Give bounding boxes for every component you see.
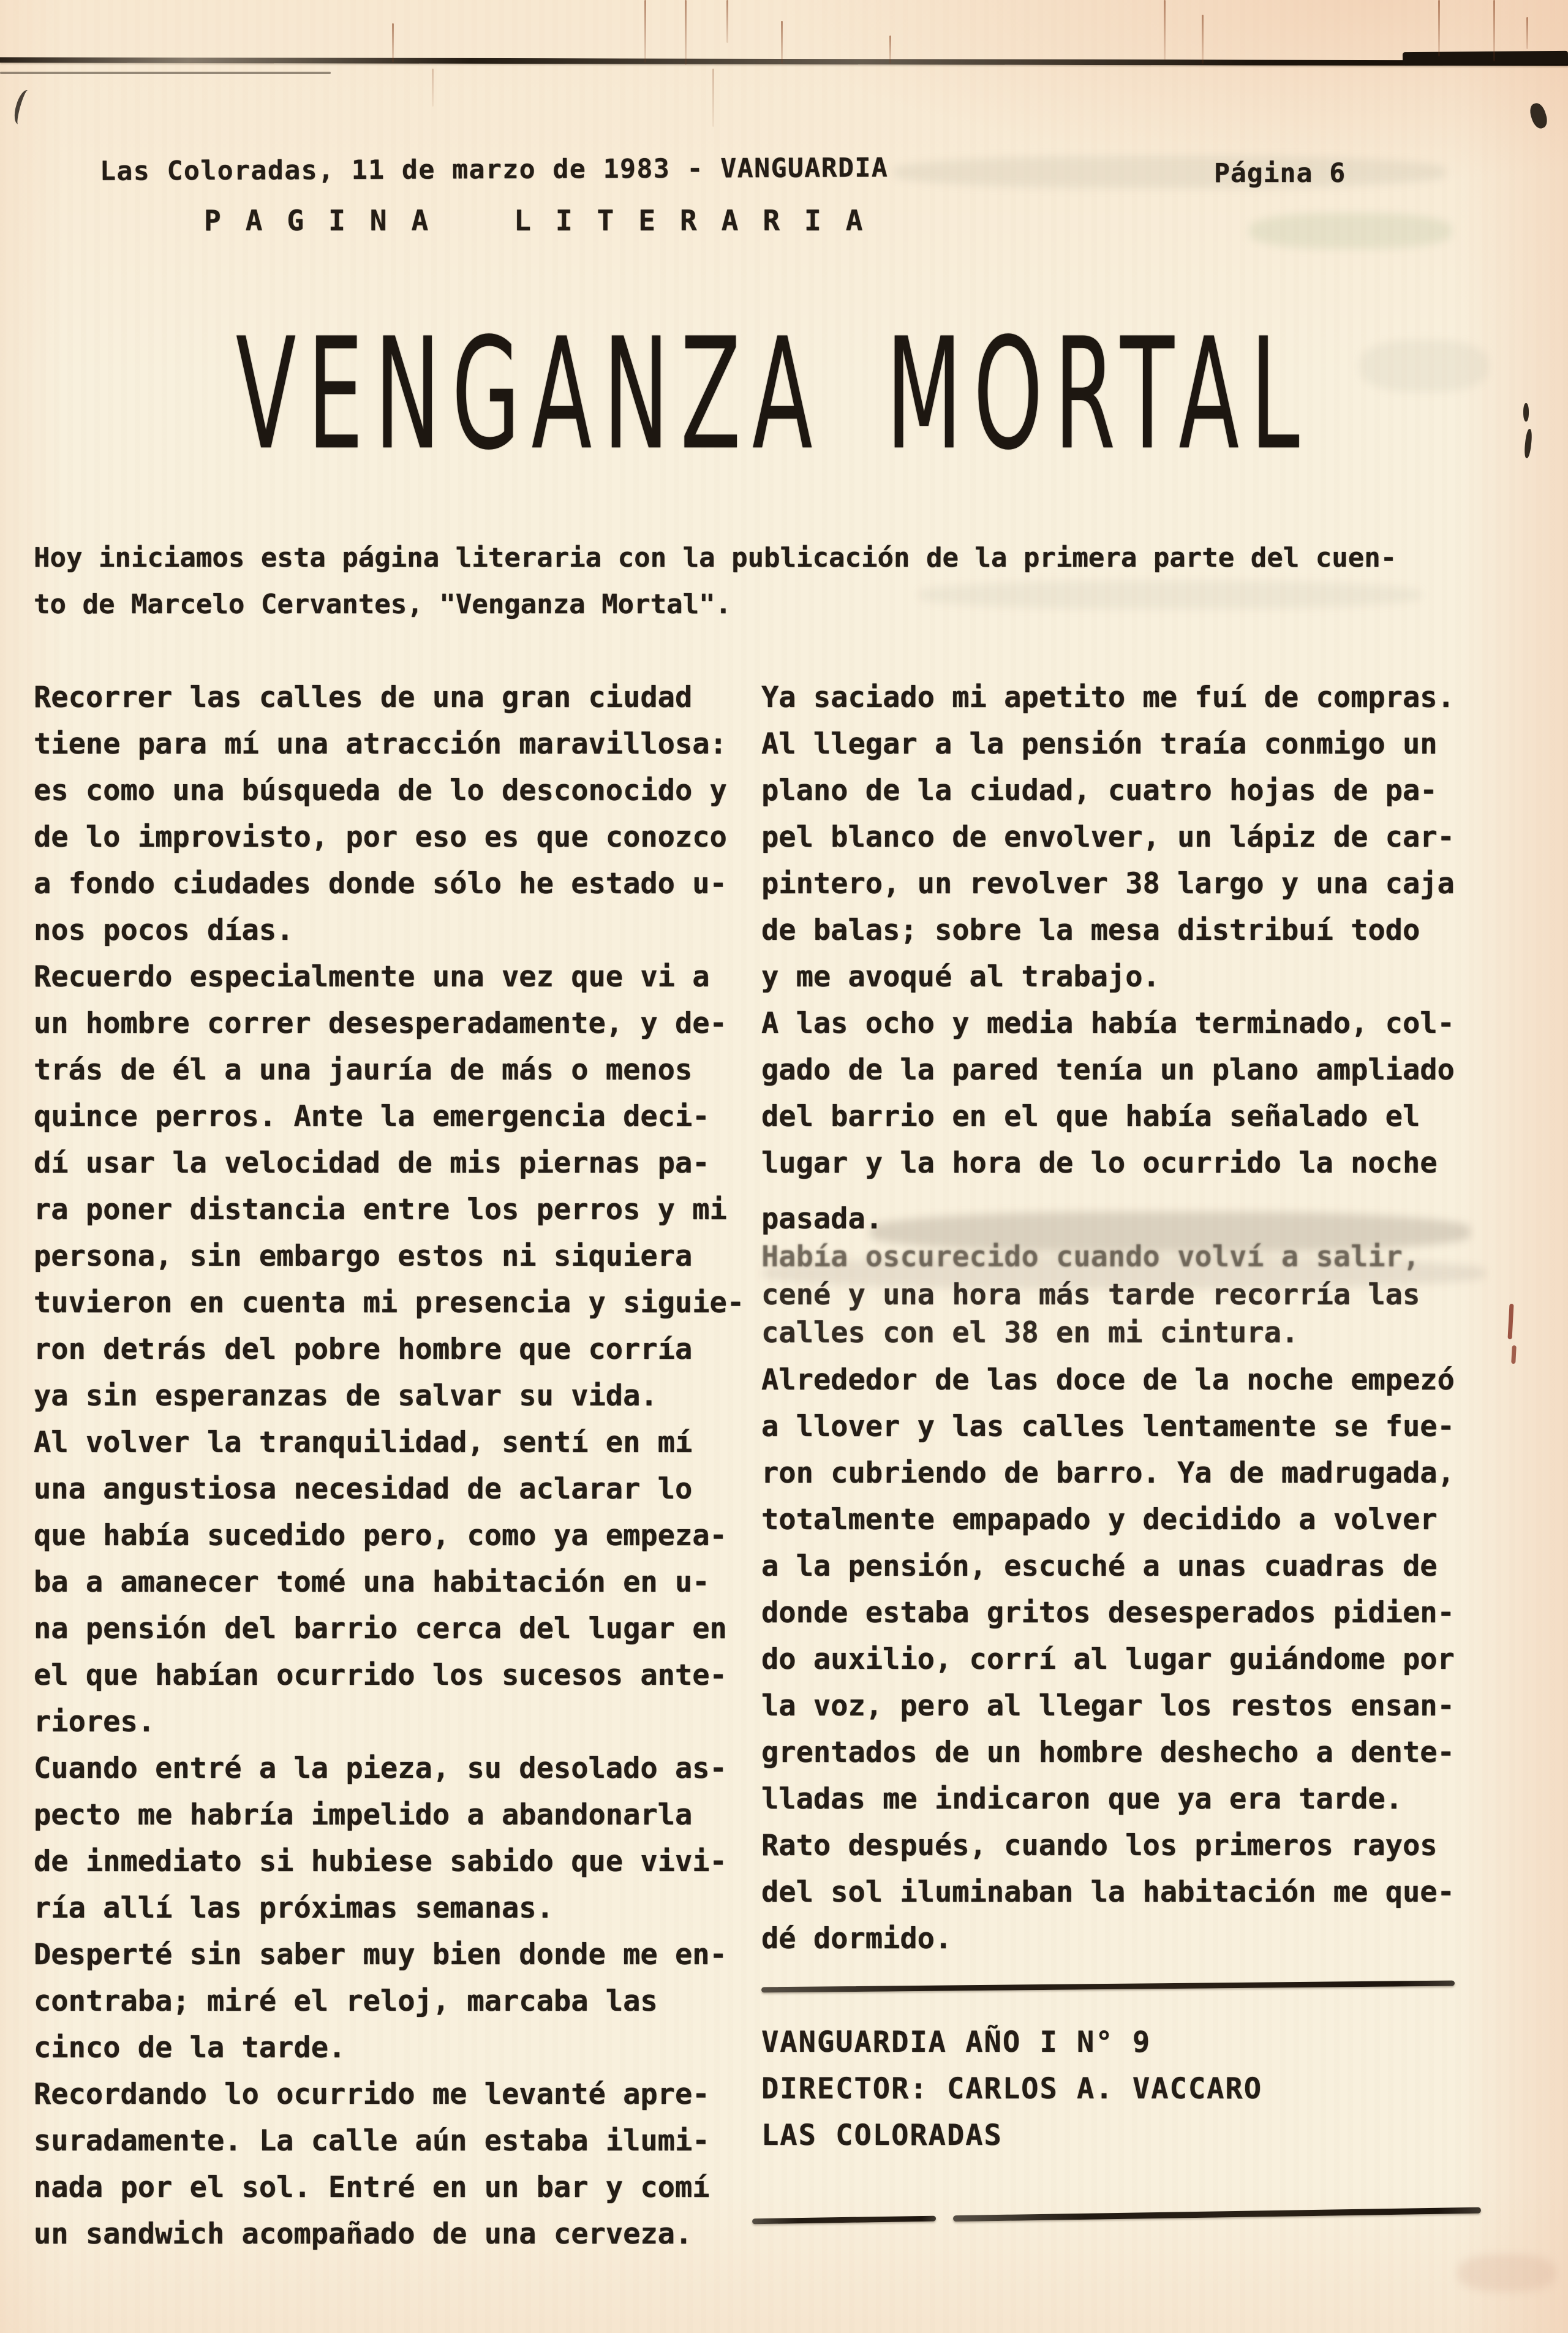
text-line: lladas me indicaron que ya era tarde. [761, 1782, 1403, 1816]
text-line: ra poner distancia entre los perros y mi [34, 1193, 727, 1227]
text-line: riores. [34, 1705, 156, 1739]
text-line: pel blanco de envolver, un lápiz de car- [761, 820, 1455, 854]
text-line: ron cubriendo de barro. Ya de madrugada, [761, 1456, 1455, 1490]
paper-crease [432, 69, 434, 107]
text-line: es como una búsqueda de lo desconocido y [34, 774, 727, 807]
section-word-literaria: LITERARIA [514, 204, 888, 237]
story-left-column [34, 675, 744, 2258]
text-line: gado de la pared tenía un plano ampliado [761, 1053, 1455, 1087]
text-line: to de Marcelo Cervantes, "Venganza Mortal". [34, 589, 732, 620]
text-line: suradamente. La calle aún estaba ilumi- [34, 2124, 710, 2158]
right-column-block-a [761, 675, 1515, 1187]
text-line: tuvieron en cuenta mi presencia y siguie- [34, 1286, 745, 1320]
paper-crease [644, 0, 646, 62]
text-line: totalmente empapado y decidido a volver [761, 1503, 1438, 1537]
text-line: Desperté sin saber muy bien donde me en- [34, 1938, 727, 1972]
text-line: de inmediato si hubiese sabido que vivi- [34, 1845, 727, 1878]
text-line: pasada. [761, 1202, 883, 1236]
text-line: Rato después, cuando los primeros rayos [761, 1829, 1438, 1862]
text-line: a llover y las calles lentamente se fue- [761, 1410, 1455, 1443]
text-line: un sandwich acompañado de una cerveza. [34, 2217, 693, 2251]
bleedthrough-stain [894, 156, 1446, 188]
text-line: cené y una hora más tarde recorría las [761, 1278, 1420, 1312]
text-line: a la pensión, escuché a unas cuadras de [761, 1549, 1438, 1583]
text-line: calles con el 38 en mi cintura. [761, 1316, 1299, 1350]
text-line: grentados de un hombre deshecho a dente- [761, 1736, 1455, 1769]
text-line: quince perros. Ante la emergencia deci- [34, 1100, 710, 1133]
text-line: la voz, pero al llegar los restos ensan- [761, 1689, 1455, 1723]
right-column-block-b [761, 1357, 1515, 1962]
text-line: pintero, un revolver 38 largo y una caja [761, 867, 1455, 901]
divider-rule-segment [752, 2216, 936, 2225]
text-line: Recordando lo ocurrido me levanté apre- [34, 2078, 710, 2111]
text-line: dé dormido. [761, 1922, 952, 1956]
bleedthrough-stain [1360, 340, 1488, 392]
right-column-tight-block [761, 1200, 1515, 1352]
text-line: persona, sin embargo estos ni siquiera [34, 1239, 693, 1273]
divider-rule-bottom [752, 2207, 1481, 2225]
scan-edge-line [0, 57, 1568, 66]
text-line: contraba; miré el reloj, marcaba las [34, 1984, 658, 2018]
scan-edge-blob [1403, 51, 1568, 66]
ink-mark [1528, 101, 1550, 130]
intro-paragraph [34, 535, 1396, 628]
text-line: que había sucedido pero, como ya empeza- [34, 1519, 727, 1552]
text-line: VANGUARDIA AÑO I N° 9 [761, 2025, 1152, 2059]
text-line: ron detrás del pobre hombre que corría [34, 1333, 693, 1366]
text-line: a fondo ciudades donde sólo he estado u- [34, 867, 727, 901]
paper-crease [781, 21, 783, 64]
text-line: ya sin esperanzas de salvar su vida. [34, 1379, 658, 1413]
page-number: Página 6 [1214, 158, 1346, 189]
footer-masthead [761, 2019, 1262, 2159]
text-line: do auxilio, corrí al lugar guiándome por [761, 1643, 1455, 1676]
text-line-faded: Había oscurecido cuando volví a salir, [761, 1240, 1420, 1274]
ink-mark [1524, 429, 1533, 459]
paper-crease [392, 23, 394, 62]
paper-crease [1526, 17, 1528, 49]
text-line: de balas; sobre la mesa distribuí todo [761, 913, 1420, 947]
text-line: nos pocos días. [34, 913, 294, 947]
scan-edge-echo [0, 72, 331, 74]
paper-crease [685, 0, 687, 65]
text-line: Recuerdo especialmente una vez que vi a [34, 960, 710, 994]
text-line: A las ocho y media había terminado, col- [761, 1007, 1455, 1040]
paper-crease [1493, 0, 1495, 61]
text-line: Al llegar a la pensión traía conmigo un [761, 727, 1438, 761]
text-line: y me avoqué al trabajo. [761, 960, 1160, 994]
text-line: lugar y la hora de lo ocurrido la noche [761, 1146, 1438, 1180]
text-line: trás de él a una jauría de más o menos [34, 1053, 693, 1087]
text-line: tiene para mí una atracción maravillosa: [34, 727, 727, 761]
text-line: pecto me habría impelido a abandonarla [34, 1798, 693, 1832]
story-title: VENGANZA MORTAL [236, 305, 1311, 484]
text-line: Recorrer las calles de una gran ciudad [34, 681, 693, 714]
text-line: DIRECTOR: CARLOS A. VACCARO [761, 2072, 1263, 2106]
paper-crease [726, 0, 728, 43]
section-heading [204, 204, 887, 237]
divider-rule-top [761, 1981, 1455, 1993]
section-word-pagina: PAGINA [204, 204, 453, 237]
paper-crease [712, 69, 714, 127]
bleedthrough-stain [1250, 213, 1452, 249]
text-line: del sol iluminaban la habitación me que- [761, 1875, 1455, 1909]
text-line: del barrio en el que había señalado el [761, 1100, 1420, 1133]
text-line: un hombre correr desesperadamente, y de- [34, 1007, 727, 1040]
text-line: una angustiosa necesidad de aclarar lo [34, 1472, 693, 1506]
text-line: nada por el sol. Entré en un bar y comí [34, 2171, 710, 2204]
text-line: Hoy iniciamos esta página literaria con la publicación de la primera parte del cuen- [34, 542, 1397, 573]
text-line: cinco de la tarde. [34, 2031, 346, 2065]
text-line: Al volver la tranquilidad, sentí en mí [34, 1426, 693, 1459]
text-line: dí usar la velocidad de mis piernas pa- [34, 1146, 710, 1180]
paper-crease [1438, 0, 1440, 56]
text-line: plano de la ciudad, cuatro hojas de pa- [761, 774, 1438, 807]
text-line: el que habían ocurrido los sucesos ante- [34, 1658, 727, 1692]
ink-mark [1523, 403, 1529, 422]
text-line: donde estaba gritos desesperados pidien- [761, 1596, 1455, 1630]
text-line: Cuando entré a la pieza, su desolado as- [34, 1752, 727, 1785]
paper-crease [889, 36, 891, 64]
text-line: ba a amanecer tomé una habitación en u- [34, 1565, 710, 1599]
text-line: Ya saciado mi apetito me fuí de compras. [761, 681, 1455, 714]
text-line: ría allí las próximas semanas. [34, 1891, 554, 1925]
ink-mark [11, 88, 34, 126]
divider-rule-segment [953, 2207, 1481, 2222]
right-column-tight-lines [761, 1276, 1515, 1352]
paper-crease [1164, 0, 1166, 60]
header-dateline: Las Coloradas, 11 de marzo de 1983 - VANGUARDIA [99, 153, 889, 187]
story-right-column [761, 675, 1515, 1962]
text-line: na pensión del barrio cerca del lugar en [34, 1612, 727, 1646]
paper-stain [1458, 2255, 1556, 2291]
text-line: de lo improvisto, por eso es que conozco [34, 820, 727, 854]
text-line: LAS COLORADAS [761, 2119, 1003, 2152]
text-line: Alrededor de las doce de la noche empezó [761, 1363, 1455, 1397]
paper-crease [1202, 15, 1204, 64]
